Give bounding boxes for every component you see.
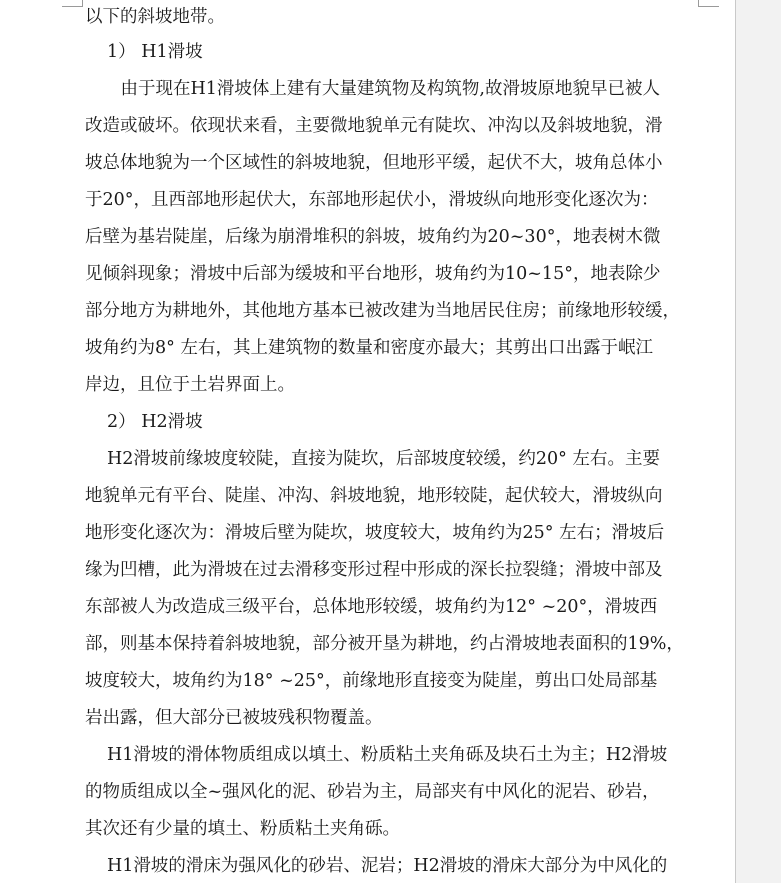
text-line: 地形变化逐次为：滑坡后壁为陡坎，坡度较大，坡角约为25° 左右；滑坡后: [85, 523, 665, 543]
text-line: 坡角约为8° 左右，其上建筑物的数量和密度亦最大；其剪出口出露于岷江: [85, 338, 653, 358]
text-line: 岸边，且位于土岩界面上。: [85, 375, 295, 395]
text-line: H1滑坡的滑体物质组成以填土、粉质粘土夹角砾及块石土为主；H2滑坡: [107, 745, 668, 765]
text-line: 其次还有少量的填土、粉质粘土夹角砾。: [85, 819, 400, 839]
text-line: 于20°，且西部地形起伏大，东部地形起伏小，滑坡纵向地形变化逐次为：: [85, 190, 659, 210]
page-corner-mark-left: [62, 0, 83, 7]
text-line: H1滑坡的滑床为强风化的砂岩、泥岩；H2滑坡的滑床大部分为中风化的: [107, 856, 668, 876]
text-line: 坡总体地貌为一个区域性的斜坡地貌，但地形平缓，起伏不大，坡角总体小: [85, 153, 663, 173]
section-heading-h2: 2） H2滑坡: [107, 412, 203, 432]
text-line: 后壁为基岩陡崖，后缘为崩滑堆积的斜坡，坡角约为20~30°，地表树木微: [85, 227, 661, 247]
document-body: [85, 0, 699, 885]
text-line: 改造或破坏。依现状来看，主要微地貌单元有陡坎、冲沟以及斜坡地貌，滑: [85, 116, 663, 136]
section-heading-h1: 1） H1滑坡: [107, 42, 203, 62]
text-line: H2滑坡前缘坡度较陡，直接为陡坎，后部坡度较缓，约20° 左右。主要: [107, 449, 660, 469]
text-line: 见倾斜现象；滑坡中后部为缓坡和平台地形，坡角约为10~15°，地表除少: [85, 264, 661, 284]
text-line: 的物质组成以全~强风化的泥、砂岩为主，局部夹有中风化的泥岩、砂岩，: [85, 782, 660, 802]
text-line: 坡度较大，坡角约为18° ~25°，前缘地形直接变为陡崖，剪出口处局部基: [85, 671, 658, 691]
text-line: 地貌单元有平台、陡崖、冲沟、斜坡地貌，地形较陡，起伏较大，滑坡纵向: [85, 486, 663, 506]
text-line: 部分地方为耕地外，其他地方基本已被改建为当地居民住房；前缘地形较缓，: [85, 301, 680, 321]
text-line: 以下的斜坡地带。: [85, 7, 225, 27]
text-line: 由于现在H1滑坡体上建有大量建筑物及构筑物,故滑坡原地貌早已被人: [103, 79, 660, 99]
page-corner-mark-right: [698, 0, 719, 7]
text-line: 部，则基本保持着斜坡地貌，部分被开垦为耕地，约占滑坡地表面积的19%，: [85, 634, 684, 654]
workspace-gutter: [736, 0, 781, 883]
text-line: 东部被人为改造成三级平台，总体地形较缓，坡角约为12° ~20°，滑坡西: [85, 597, 658, 617]
text-line: 缘为凹槽，此为滑坡在过去滑移变形过程中形成的深长拉裂缝；滑坡中部及: [85, 560, 663, 580]
text-line: 岩出露，但大部分已被坡残积物覆盖。: [85, 708, 383, 728]
